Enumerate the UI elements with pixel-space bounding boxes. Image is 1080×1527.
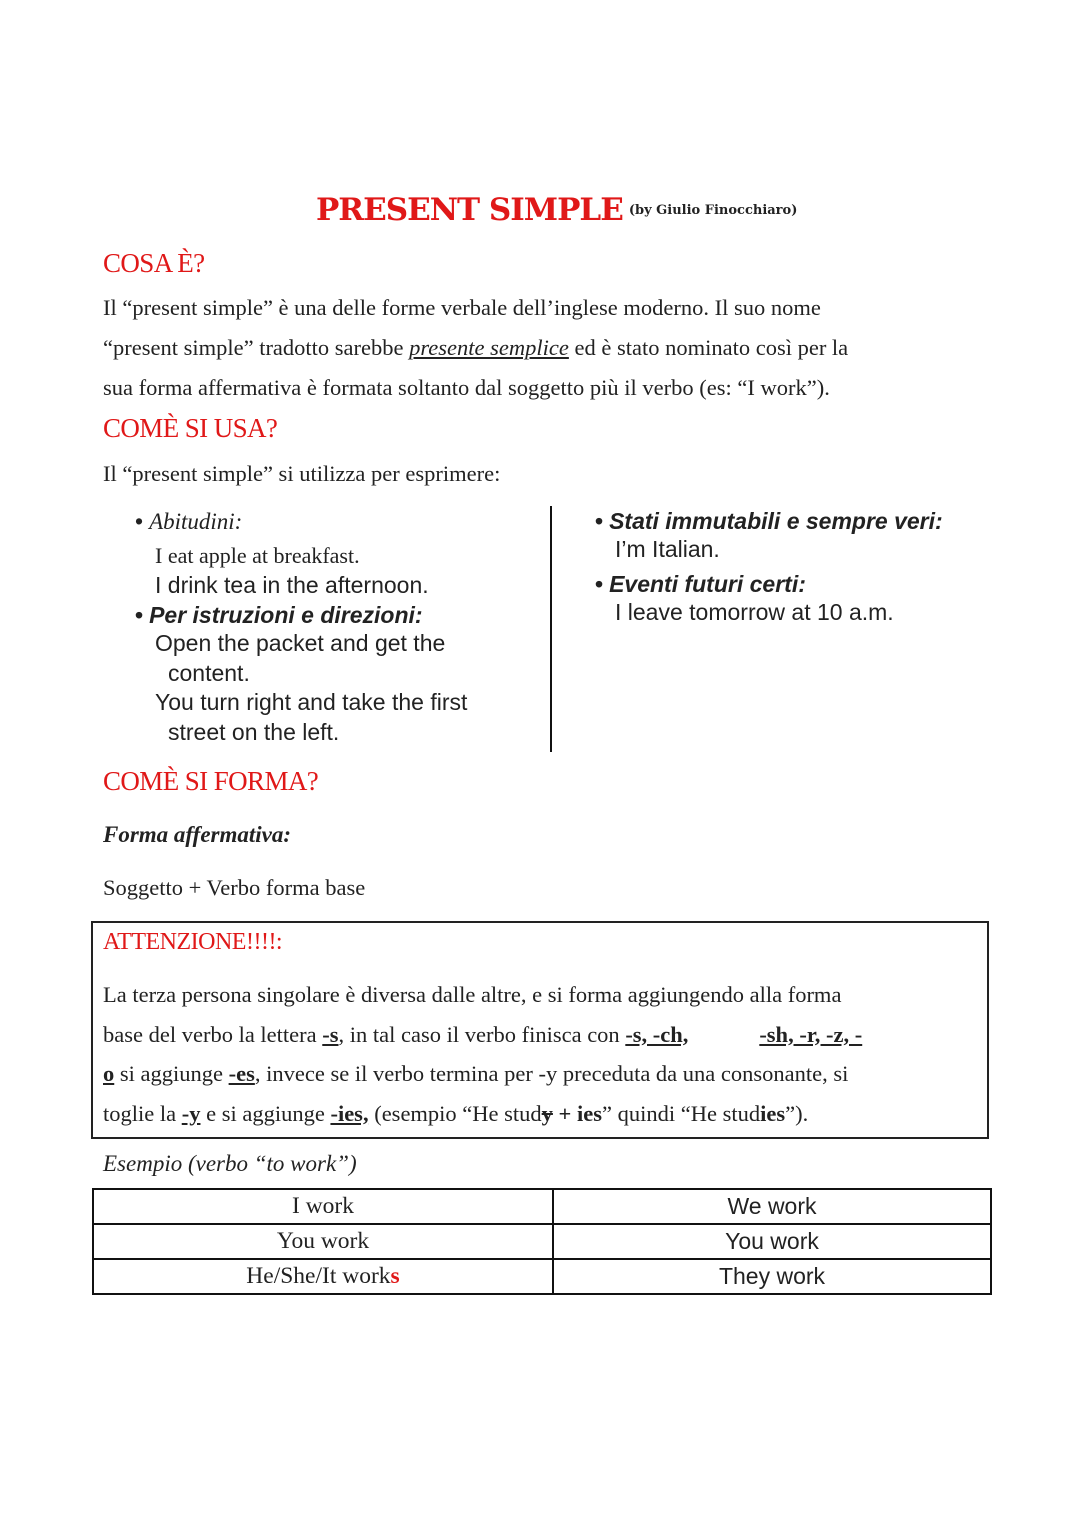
suffix-ies: -ies, bbox=[330, 1100, 369, 1126]
table-cell-he-she-it-works bbox=[93, 1259, 553, 1294]
presente-semplice-term: presente semplice bbox=[409, 335, 569, 360]
attention-l4-c: (esempio “He stud bbox=[368, 1100, 542, 1126]
heading-come-si-forma: COMÈ SI FORMA? bbox=[103, 766, 319, 796]
bullet-eventi-title: Eventi futuri certi: bbox=[609, 570, 806, 597]
attention-title: ATTENZIONE!!!!: bbox=[103, 929, 283, 955]
example-italian: I’m Italian. bbox=[615, 536, 720, 562]
bullet-eventi-futuri bbox=[595, 571, 1015, 598]
bullet-dot: • bbox=[595, 570, 604, 597]
example-turn-right-2: street on the left. bbox=[168, 718, 340, 745]
table-row bbox=[93, 1224, 991, 1259]
example-open-packet-1: Open the packet and get the bbox=[155, 630, 446, 656]
bullet-istruzioni bbox=[135, 602, 545, 629]
table-cell-we-work: We work bbox=[553, 1189, 991, 1224]
suffix-s: -s bbox=[322, 1021, 339, 1047]
attention-line3 bbox=[103, 1054, 862, 1094]
section1-paragraph bbox=[103, 288, 848, 408]
attention-l2-a: base del verbo la lettera bbox=[103, 1021, 323, 1047]
attention-line2 bbox=[103, 1015, 862, 1055]
example-eat-apple: I eat apple at breakfast. bbox=[155, 543, 360, 568]
section2-intro: Il “present simple” si utilizza per esprimere: bbox=[103, 461, 501, 486]
table-cell-you-work-plural: You work bbox=[553, 1224, 991, 1259]
title-main: PRESENT SIMPLE bbox=[316, 192, 623, 228]
attention-l4-e: ”). bbox=[785, 1100, 809, 1126]
uses-right-column bbox=[595, 508, 1015, 627]
bullet-stati-immutabili bbox=[595, 508, 1015, 535]
bullet-stati-title: Stati immutabili e sempre veri: bbox=[609, 508, 943, 534]
example-caption: Esempio (verbo “to work”) bbox=[103, 1151, 357, 1176]
attention-l3-a: si aggiunge bbox=[114, 1061, 229, 1086]
ending-o: o bbox=[103, 1061, 115, 1086]
works-stem: He/She/It work bbox=[246, 1263, 391, 1289]
attention-l2-b: , in tal caso il verbo finisca con bbox=[338, 1021, 626, 1047]
attention-paragraph bbox=[103, 975, 862, 1133]
bullet-abitudini bbox=[135, 508, 545, 535]
heading-cosa-e: COSA È? bbox=[103, 248, 205, 278]
section1-line1: Il “present simple” è una delle forme verbale dell’inglese moderno. Il suo nome bbox=[103, 295, 821, 320]
example-turn-right-1: You turn right and take the first bbox=[155, 689, 468, 715]
suffix-es: -es bbox=[228, 1061, 255, 1086]
bullet-istruzioni-title: Per istruzioni e direzioni: bbox=[149, 602, 423, 628]
attention-l4-a: toglie la bbox=[103, 1100, 182, 1126]
example-leave-tomorrow: I leave tomorrow at 10 a.m. bbox=[615, 598, 894, 625]
uses-left-column bbox=[135, 508, 545, 747]
attention-line4 bbox=[103, 1094, 862, 1134]
plus-sign: + bbox=[552, 1100, 577, 1126]
section1-line2 bbox=[103, 328, 848, 368]
conjugation-table bbox=[92, 1188, 992, 1295]
endings-s-ch: -s, -ch, bbox=[625, 1021, 689, 1047]
formula-text: Soggetto + Verbo forma base bbox=[103, 875, 366, 900]
column-divider bbox=[550, 506, 552, 752]
subheading-forma-affermativa: Forma affermativa: bbox=[103, 822, 292, 847]
bold-ies: ies bbox=[577, 1100, 602, 1126]
example-open-packet-2: content. bbox=[168, 659, 250, 686]
attention-line1: La terza persona singolare è diversa dalle altre, e si forma aggiungendo alla forma bbox=[103, 982, 842, 1007]
suffix-y: -y bbox=[181, 1100, 201, 1126]
document-title bbox=[316, 192, 797, 228]
section1-line2-start: “present simple” tradotto sarebbe bbox=[103, 335, 410, 360]
bullet-abitudini-title: Abitudini: bbox=[149, 509, 243, 534]
table-cell-you-work: You work bbox=[93, 1224, 553, 1259]
bold-ies-2: ies bbox=[760, 1100, 786, 1126]
attention-l4-d: ” quindi “He stud bbox=[602, 1100, 761, 1126]
attention-l3-b: , invece se il verbo termina per -y preceduta da una consonante, si bbox=[254, 1061, 849, 1086]
table-cell-they-work: They work bbox=[553, 1259, 991, 1294]
table-row bbox=[93, 1189, 991, 1224]
works-suffix-s: s bbox=[390, 1263, 400, 1289]
table-cell-i-work: I work bbox=[93, 1189, 553, 1224]
attention-l4-b: e si aggiunge bbox=[200, 1100, 331, 1126]
bullet-dot: • bbox=[595, 508, 604, 534]
section1-line2-end: ed è stato nominato così per la bbox=[568, 335, 849, 360]
struck-y: y bbox=[541, 1100, 553, 1126]
bullet-dot: • bbox=[135, 602, 144, 628]
section1-line3: sua forma affermativa è formata soltanto dal soggetto più il verbo (es: “I work”). bbox=[103, 375, 830, 400]
heading-come-si-usa: COMÈ SI USA? bbox=[103, 413, 278, 443]
bullet-dot: • bbox=[135, 508, 144, 534]
title-byline: (by Giulio Finocchiaro) bbox=[628, 203, 798, 218]
example-drink-tea: I drink tea in the afternoon. bbox=[155, 571, 429, 598]
endings-sh-r-z-o: -sh, -r, -z, - bbox=[759, 1021, 863, 1047]
table-row bbox=[93, 1259, 991, 1294]
